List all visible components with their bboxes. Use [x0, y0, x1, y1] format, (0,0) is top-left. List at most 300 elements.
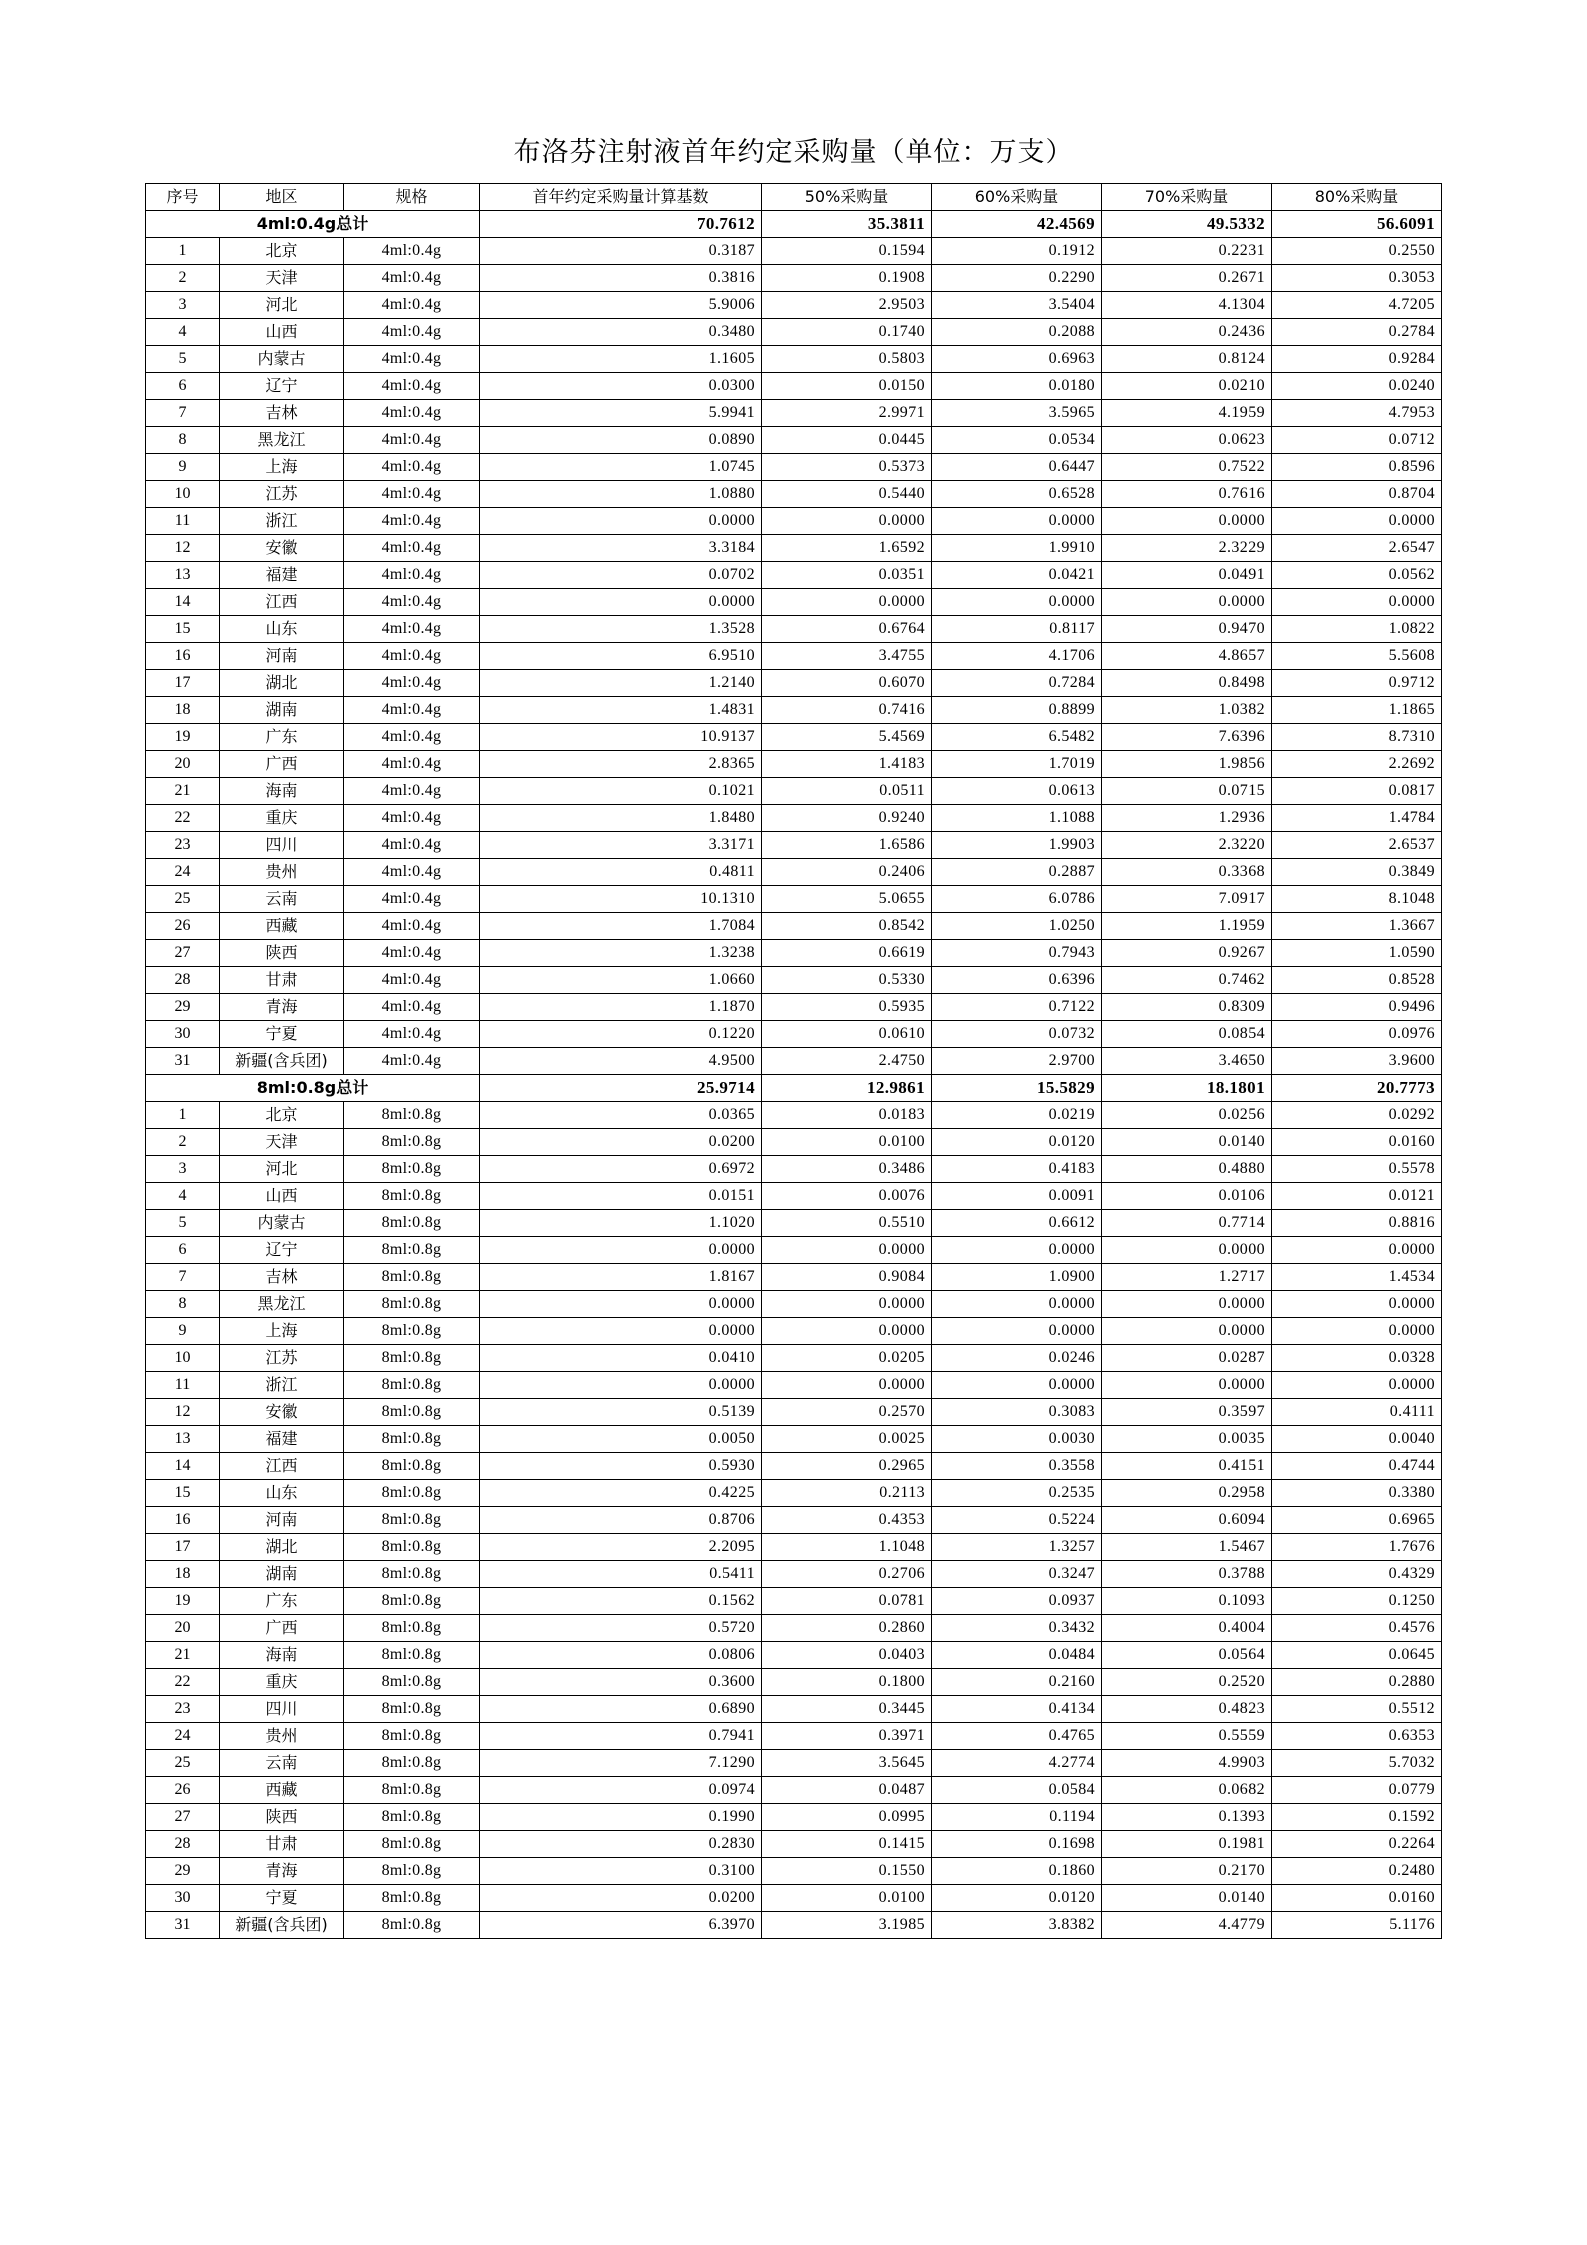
cell-p60: 0.6396	[932, 967, 1102, 994]
column-header-p80: 80%采购量	[1272, 184, 1442, 211]
cell-p80: 5.1176	[1272, 1912, 1442, 1939]
cell-base: 0.0000	[480, 1291, 762, 1318]
page-title: 布洛芬注射液首年约定采购量（单位：万支）	[513, 137, 1074, 168]
cell-p50: 3.5645	[762, 1750, 932, 1777]
cell-p70: 0.0287	[1102, 1345, 1272, 1372]
cell-p50: 1.1048	[762, 1534, 932, 1561]
cell-p80: 0.0000	[1272, 1372, 1442, 1399]
table-header-row	[146, 184, 1442, 211]
cell-area: 广东	[220, 724, 344, 751]
cell-p60: 1.0250	[932, 913, 1102, 940]
cell-p60: 0.2290	[932, 265, 1102, 292]
table-row	[146, 1480, 1442, 1507]
cell-area: 贵州	[220, 1723, 344, 1750]
cell-base: 7.1290	[480, 1750, 762, 1777]
column-header-p50: 50%采购量	[762, 184, 932, 211]
cell-p50: 2.9503	[762, 292, 932, 319]
cell-spec: 8ml:0.8g	[344, 1210, 480, 1237]
cell-spec: 8ml:0.8g	[344, 1264, 480, 1291]
cell-p80: 0.5578	[1272, 1156, 1442, 1183]
cell-area: 天津	[220, 1129, 344, 1156]
cell-spec: 8ml:0.8g	[344, 1723, 480, 1750]
table-row	[146, 832, 1442, 859]
cell-area: 四川	[220, 1696, 344, 1723]
cell-area: 山东	[220, 1480, 344, 1507]
cell-index: 17	[146, 670, 220, 697]
cell-spec: 8ml:0.8g	[344, 1183, 480, 1210]
cell-p60: 0.1698	[932, 1831, 1102, 1858]
cell-area: 广西	[220, 1615, 344, 1642]
table-row	[146, 913, 1442, 940]
cell-spec: 8ml:0.8g	[344, 1642, 480, 1669]
cell-p60: 0.5224	[932, 1507, 1102, 1534]
cell-p60: 0.2088	[932, 319, 1102, 346]
cell-p50: 1.6592	[762, 535, 932, 562]
cell-p50: 0.0995	[762, 1804, 932, 1831]
cell-p60: 0.0000	[932, 1372, 1102, 1399]
cell-spec: 8ml:0.8g	[344, 1480, 480, 1507]
cell-p70: 0.2231	[1102, 238, 1272, 265]
cell-base: 2.2095	[480, 1534, 762, 1561]
cell-p60: 0.0484	[932, 1642, 1102, 1669]
cell-spec: 8ml:0.8g	[344, 1588, 480, 1615]
cell-base: 0.6972	[480, 1156, 762, 1183]
cell-p80: 1.7676	[1272, 1534, 1442, 1561]
table-row	[146, 1399, 1442, 1426]
cell-p50: 0.1594	[762, 238, 932, 265]
cell-p50: 0.5373	[762, 454, 932, 481]
cell-p50: 0.0487	[762, 1777, 932, 1804]
cell-index: 1	[146, 238, 220, 265]
cell-p60: 0.7122	[932, 994, 1102, 1021]
cell-index: 12	[146, 535, 220, 562]
cell-p70: 0.2958	[1102, 1480, 1272, 1507]
cell-area: 吉林	[220, 400, 344, 427]
table-row	[146, 400, 1442, 427]
cell-base: 1.8167	[480, 1264, 762, 1291]
table-row	[146, 724, 1442, 751]
cell-p60: 0.1194	[932, 1804, 1102, 1831]
cell-base: 1.0880	[480, 481, 762, 508]
cell-p60: 0.0000	[932, 1237, 1102, 1264]
cell-p80: 0.6353	[1272, 1723, 1442, 1750]
cell-index: 4	[146, 1183, 220, 1210]
cell-p60: 0.0732	[932, 1021, 1102, 1048]
cell-p60: 3.5965	[932, 400, 1102, 427]
cell-p80: 0.0712	[1272, 427, 1442, 454]
cell-p80: 8.1048	[1272, 886, 1442, 913]
cell-p50: 5.0655	[762, 886, 932, 913]
cell-index: 23	[146, 1696, 220, 1723]
cell-p60: 1.9903	[932, 832, 1102, 859]
cell-p50: 0.1908	[762, 265, 932, 292]
cell-spec: 4ml:0.4g	[344, 697, 480, 724]
cell-area: 广西	[220, 751, 344, 778]
cell-p80: 0.9712	[1272, 670, 1442, 697]
cell-base: 0.0806	[480, 1642, 762, 1669]
cell-base: 1.7084	[480, 913, 762, 940]
cell-p80: 0.0292	[1272, 1102, 1442, 1129]
cell-area: 河南	[220, 643, 344, 670]
subtotal-p80: 20.7773	[1272, 1075, 1442, 1102]
cell-spec: 8ml:0.8g	[344, 1615, 480, 1642]
cell-area: 河北	[220, 292, 344, 319]
cell-spec: 4ml:0.4g	[344, 400, 480, 427]
cell-p60: 0.2887	[932, 859, 1102, 886]
cell-p70: 1.1959	[1102, 913, 1272, 940]
cell-p50: 0.1800	[762, 1669, 932, 1696]
cell-p70: 0.0491	[1102, 562, 1272, 589]
cell-p50: 2.4750	[762, 1048, 932, 1075]
cell-base: 1.1605	[480, 346, 762, 373]
cell-p80: 0.6965	[1272, 1507, 1442, 1534]
cell-area: 浙江	[220, 508, 344, 535]
cell-base: 0.0000	[480, 1237, 762, 1264]
cell-p60: 0.6612	[932, 1210, 1102, 1237]
table-row	[146, 1750, 1442, 1777]
cell-p80: 0.5512	[1272, 1696, 1442, 1723]
cell-base: 0.0365	[480, 1102, 762, 1129]
cell-p70: 1.2717	[1102, 1264, 1272, 1291]
cell-p60: 0.0421	[932, 562, 1102, 589]
cell-base: 0.0890	[480, 427, 762, 454]
cell-base: 0.0410	[480, 1345, 762, 1372]
cell-spec: 4ml:0.4g	[344, 751, 480, 778]
cell-spec: 4ml:0.4g	[344, 967, 480, 994]
cell-p70: 4.1304	[1102, 292, 1272, 319]
cell-p80: 0.2880	[1272, 1669, 1442, 1696]
table-row	[146, 562, 1442, 589]
cell-index: 13	[146, 562, 220, 589]
cell-p50: 0.0000	[762, 508, 932, 535]
cell-p60: 0.0937	[932, 1588, 1102, 1615]
cell-p80: 0.2264	[1272, 1831, 1442, 1858]
cell-index: 3	[146, 292, 220, 319]
cell-spec: 4ml:0.4g	[344, 1021, 480, 1048]
cell-area: 青海	[220, 1858, 344, 1885]
cell-area: 新疆(含兵团)	[220, 1912, 344, 1939]
table-row	[146, 1642, 1442, 1669]
cell-p70: 0.3597	[1102, 1399, 1272, 1426]
cell-p50: 0.2965	[762, 1453, 932, 1480]
cell-base: 0.0200	[480, 1885, 762, 1912]
cell-spec: 4ml:0.4g	[344, 454, 480, 481]
cell-p80: 0.0160	[1272, 1129, 1442, 1156]
cell-base: 0.3187	[480, 238, 762, 265]
cell-p50: 2.9971	[762, 400, 932, 427]
cell-p80: 0.0040	[1272, 1426, 1442, 1453]
table-header	[146, 184, 1442, 211]
cell-p60: 0.2535	[932, 1480, 1102, 1507]
cell-index: 21	[146, 778, 220, 805]
cell-spec: 4ml:0.4g	[344, 886, 480, 913]
table-row	[146, 238, 1442, 265]
cell-base: 0.5720	[480, 1615, 762, 1642]
cell-spec: 8ml:0.8g	[344, 1345, 480, 1372]
cell-area: 湖南	[220, 697, 344, 724]
cell-base: 0.0300	[480, 373, 762, 400]
cell-spec: 4ml:0.4g	[344, 724, 480, 751]
table-row	[146, 1669, 1442, 1696]
cell-base: 1.1020	[480, 1210, 762, 1237]
cell-spec: 8ml:0.8g	[344, 1696, 480, 1723]
cell-spec: 4ml:0.4g	[344, 481, 480, 508]
cell-p60: 2.9700	[932, 1048, 1102, 1075]
cell-area: 安徽	[220, 1399, 344, 1426]
cell-p50: 0.0511	[762, 778, 932, 805]
cell-index: 13	[146, 1426, 220, 1453]
cell-area: 浙江	[220, 1372, 344, 1399]
cell-p60: 1.0900	[932, 1264, 1102, 1291]
subtotal-base: 25.9714	[480, 1075, 762, 1102]
cell-p70: 0.0000	[1102, 1372, 1272, 1399]
cell-p70: 0.0106	[1102, 1183, 1272, 1210]
cell-spec: 8ml:0.8g	[344, 1885, 480, 1912]
cell-index: 30	[146, 1885, 220, 1912]
cell-spec: 4ml:0.4g	[344, 994, 480, 1021]
cell-p60: 1.7019	[932, 751, 1102, 778]
cell-p70: 0.0000	[1102, 1318, 1272, 1345]
cell-index: 1	[146, 1102, 220, 1129]
cell-spec: 4ml:0.4g	[344, 589, 480, 616]
cell-spec: 4ml:0.4g	[344, 292, 480, 319]
cell-p60: 0.3432	[932, 1615, 1102, 1642]
cell-p60: 0.0584	[932, 1777, 1102, 1804]
cell-index: 16	[146, 1507, 220, 1534]
cell-base: 3.3184	[480, 535, 762, 562]
cell-p60: 0.0000	[932, 1291, 1102, 1318]
cell-index: 25	[146, 886, 220, 913]
cell-base: 2.8365	[480, 751, 762, 778]
table-row	[146, 1237, 1442, 1264]
cell-p80: 0.9496	[1272, 994, 1442, 1021]
cell-p50: 1.4183	[762, 751, 932, 778]
cell-index: 16	[146, 643, 220, 670]
cell-base: 0.7941	[480, 1723, 762, 1750]
cell-p60: 1.9910	[932, 535, 1102, 562]
cell-p80: 0.0976	[1272, 1021, 1442, 1048]
cell-p60: 0.6963	[932, 346, 1102, 373]
cell-p60: 6.5482	[932, 724, 1102, 751]
cell-p70: 4.4779	[1102, 1912, 1272, 1939]
cell-base: 1.8480	[480, 805, 762, 832]
cell-index: 17	[146, 1534, 220, 1561]
cell-p80: 0.0817	[1272, 778, 1442, 805]
cell-spec: 8ml:0.8g	[344, 1534, 480, 1561]
table-row	[146, 1588, 1442, 1615]
cell-area: 辽宁	[220, 373, 344, 400]
cell-p80: 0.4744	[1272, 1453, 1442, 1480]
cell-area: 云南	[220, 886, 344, 913]
cell-p50: 0.0183	[762, 1102, 932, 1129]
cell-base: 0.0151	[480, 1183, 762, 1210]
cell-base: 0.8706	[480, 1507, 762, 1534]
cell-spec: 4ml:0.4g	[344, 508, 480, 535]
table-body	[146, 211, 1442, 1939]
subtotal-p50: 12.9861	[762, 1075, 932, 1102]
cell-base: 0.0000	[480, 1372, 762, 1399]
cell-p80: 0.0779	[1272, 1777, 1442, 1804]
cell-index: 10	[146, 1345, 220, 1372]
table-row	[146, 1696, 1442, 1723]
table-row	[146, 1129, 1442, 1156]
cell-p50: 0.2406	[762, 859, 932, 886]
table-row	[146, 1318, 1442, 1345]
table-row	[146, 454, 1442, 481]
cell-p80: 0.3849	[1272, 859, 1442, 886]
subtotal-p80: 56.6091	[1272, 211, 1442, 238]
cell-spec: 8ml:0.8g	[344, 1129, 480, 1156]
cell-p80: 0.0328	[1272, 1345, 1442, 1372]
table-row	[146, 1561, 1442, 1588]
cell-area: 内蒙古	[220, 1210, 344, 1237]
cell-index: 27	[146, 1804, 220, 1831]
cell-area: 云南	[220, 1750, 344, 1777]
cell-area: 重庆	[220, 1669, 344, 1696]
cell-p70: 0.7616	[1102, 481, 1272, 508]
cell-p50: 0.6764	[762, 616, 932, 643]
cell-p70: 0.4151	[1102, 1453, 1272, 1480]
cell-spec: 8ml:0.8g	[344, 1237, 480, 1264]
cell-p60: 0.4765	[932, 1723, 1102, 1750]
cell-index: 5	[146, 1210, 220, 1237]
cell-spec: 8ml:0.8g	[344, 1291, 480, 1318]
cell-index: 9	[146, 454, 220, 481]
cell-p80: 0.2784	[1272, 319, 1442, 346]
cell-p70: 0.2520	[1102, 1669, 1272, 1696]
cell-area: 上海	[220, 1318, 344, 1345]
cell-p60: 0.0180	[932, 373, 1102, 400]
cell-p70: 0.2671	[1102, 265, 1272, 292]
cell-spec: 4ml:0.4g	[344, 562, 480, 589]
cell-p60: 0.1860	[932, 1858, 1102, 1885]
table-row	[146, 859, 1442, 886]
table-row	[146, 1453, 1442, 1480]
cell-p50: 0.0000	[762, 1237, 932, 1264]
cell-p50: 0.5935	[762, 994, 932, 1021]
cell-area: 宁夏	[220, 1885, 344, 1912]
cell-p60: 0.4183	[932, 1156, 1102, 1183]
cell-index: 21	[146, 1642, 220, 1669]
cell-p80: 1.4784	[1272, 805, 1442, 832]
cell-p60: 4.2774	[932, 1750, 1102, 1777]
cell-p80: 2.6547	[1272, 535, 1442, 562]
cell-p60: 0.0091	[932, 1183, 1102, 1210]
table-row	[146, 1264, 1442, 1291]
table-row	[146, 994, 1442, 1021]
cell-p80: 0.1592	[1272, 1804, 1442, 1831]
cell-index: 23	[146, 832, 220, 859]
subtotal-p60: 42.4569	[932, 211, 1102, 238]
table-row	[146, 697, 1442, 724]
cell-area: 北京	[220, 238, 344, 265]
cell-base: 0.4811	[480, 859, 762, 886]
cell-p70: 0.0035	[1102, 1426, 1272, 1453]
cell-p50: 0.1415	[762, 1831, 932, 1858]
table-row	[146, 1426, 1442, 1453]
cell-spec: 4ml:0.4g	[344, 535, 480, 562]
cell-p50: 0.5510	[762, 1210, 932, 1237]
cell-base: 1.1870	[480, 994, 762, 1021]
cell-spec: 4ml:0.4g	[344, 238, 480, 265]
cell-p80: 1.3667	[1272, 913, 1442, 940]
table-row	[146, 346, 1442, 373]
cell-p80: 0.0000	[1272, 1291, 1442, 1318]
table-row	[146, 886, 1442, 913]
cell-p80: 8.7310	[1272, 724, 1442, 751]
cell-index: 7	[146, 400, 220, 427]
cell-p70: 0.0140	[1102, 1129, 1272, 1156]
column-header-p70: 70%采购量	[1102, 184, 1272, 211]
cell-p70: 0.1981	[1102, 1831, 1272, 1858]
cell-p70: 0.2436	[1102, 319, 1272, 346]
cell-p70: 0.8309	[1102, 994, 1272, 1021]
cell-area: 内蒙古	[220, 346, 344, 373]
cell-p60: 0.1912	[932, 238, 1102, 265]
cell-p50: 0.0000	[762, 1372, 932, 1399]
cell-p70: 0.0000	[1102, 589, 1272, 616]
cell-area: 山西	[220, 319, 344, 346]
table-row	[146, 589, 1442, 616]
cell-p70: 2.3220	[1102, 832, 1272, 859]
cell-spec: 4ml:0.4g	[344, 805, 480, 832]
cell-p80: 2.6537	[1272, 832, 1442, 859]
cell-spec: 4ml:0.4g	[344, 832, 480, 859]
cell-p60: 3.5404	[932, 292, 1102, 319]
cell-p70: 0.0854	[1102, 1021, 1272, 1048]
table-row	[146, 1345, 1442, 1372]
cell-p50: 0.0100	[762, 1129, 932, 1156]
cell-p70: 4.1959	[1102, 400, 1272, 427]
cell-spec: 4ml:0.4g	[344, 373, 480, 400]
table-row	[146, 427, 1442, 454]
cell-index: 18	[146, 1561, 220, 1588]
cell-area: 湖北	[220, 670, 344, 697]
cell-p50: 0.0445	[762, 427, 932, 454]
table-row	[146, 1534, 1442, 1561]
table-row	[146, 1777, 1442, 1804]
cell-p60: 0.0246	[932, 1345, 1102, 1372]
cell-index: 24	[146, 859, 220, 886]
cell-p60: 0.8899	[932, 697, 1102, 724]
cell-index: 5	[146, 346, 220, 373]
cell-p80: 1.4534	[1272, 1264, 1442, 1291]
cell-spec: 8ml:0.8g	[344, 1750, 480, 1777]
cell-area: 北京	[220, 1102, 344, 1129]
cell-area: 黑龙江	[220, 1291, 344, 1318]
cell-p80: 0.0240	[1272, 373, 1442, 400]
subtotal-row	[146, 211, 1442, 238]
cell-p70: 0.8498	[1102, 670, 1272, 697]
cell-index: 29	[146, 1858, 220, 1885]
table-row	[146, 1183, 1442, 1210]
cell-area: 海南	[220, 1642, 344, 1669]
cell-p50: 0.0025	[762, 1426, 932, 1453]
cell-p60: 0.0030	[932, 1426, 1102, 1453]
cell-p50: 0.2570	[762, 1399, 932, 1426]
table-row	[146, 481, 1442, 508]
cell-area: 湖南	[220, 1561, 344, 1588]
cell-index: 3	[146, 1156, 220, 1183]
cell-p50: 0.2113	[762, 1480, 932, 1507]
cell-p60: 4.1706	[932, 643, 1102, 670]
cell-base: 6.3970	[480, 1912, 762, 1939]
cell-p60: 0.3083	[932, 1399, 1102, 1426]
cell-p80: 0.0562	[1272, 562, 1442, 589]
cell-p70: 0.8124	[1102, 346, 1272, 373]
table-row	[146, 1156, 1442, 1183]
cell-base: 6.9510	[480, 643, 762, 670]
